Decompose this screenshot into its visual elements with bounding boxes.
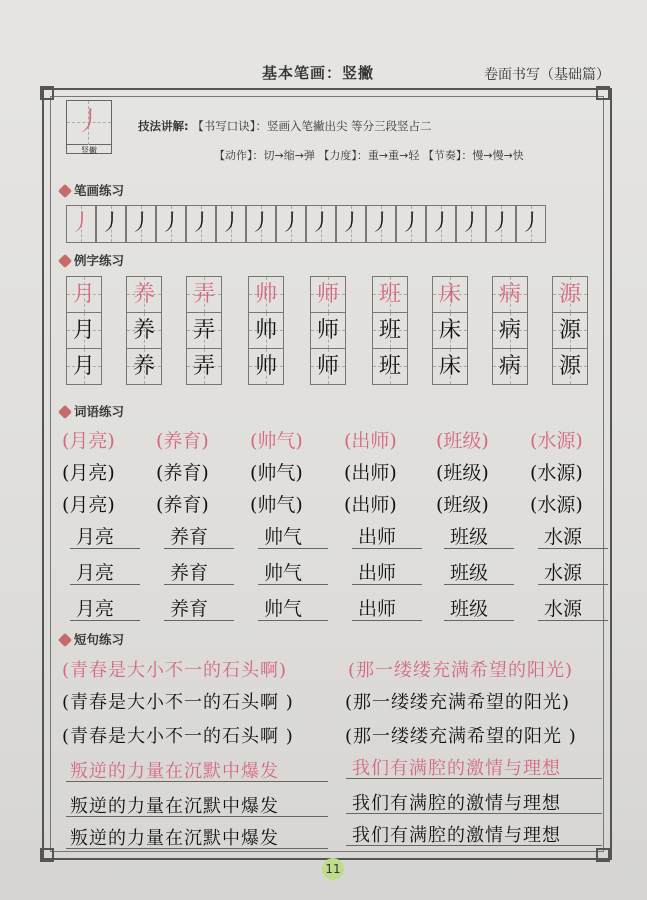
sentence-right-line-model: 我们有满腔的激情与理想 — [352, 758, 561, 779]
char-glyph: 帅 — [254, 318, 277, 343]
section-char-practice: 例字练习 — [60, 251, 124, 269]
stroke-glyph: 丿 — [189, 211, 212, 236]
word-copy: 出师 — [358, 526, 397, 548]
stroke-glyph: 丿 — [69, 211, 92, 236]
char-glyph: 源 — [558, 282, 581, 307]
word-paren: (养育) — [156, 462, 209, 484]
char-cell — [248, 348, 284, 385]
technique-line-1 — [138, 118, 432, 134]
char-cell — [186, 348, 222, 385]
word-copy: 帅气 — [264, 562, 303, 584]
stroke-practice-cell — [66, 205, 96, 243]
stroke-glyph: 丿 — [249, 211, 272, 236]
word-paren: (养育) — [156, 430, 209, 452]
stroke-practice-cell — [96, 205, 126, 243]
char-column — [372, 276, 408, 384]
char-cell — [432, 348, 468, 385]
word-paren: (月亮) — [62, 494, 115, 516]
technique-line-2: 【动作】：切→缩→弹 【力度】：重→重→轻 【节奏】：慢→慢→快 — [214, 149, 524, 162]
page-number-badge: 11 — [322, 858, 344, 880]
char-cell — [372, 276, 408, 313]
word-underline — [352, 548, 422, 549]
word-underline — [444, 620, 514, 621]
technique-text: 【书写口诀】：竖画入笔撇出尖 等分三段竖占二 — [192, 119, 432, 133]
word-copy: 水源 — [544, 526, 583, 548]
char-cell — [126, 312, 162, 349]
char-glyph: 月 — [72, 282, 95, 307]
sentence-left-line-copy: 叛逆的力量在沉默中爆发 — [70, 796, 279, 817]
stroke-glyph: 丿 — [489, 211, 512, 236]
stroke-practice-cell — [246, 205, 276, 243]
word-underline — [538, 620, 608, 621]
stroke-glyph: 丿 — [309, 211, 332, 236]
char-column — [310, 276, 346, 384]
char-glyph: 帅 — [254, 282, 277, 307]
word-paren: (月亮) — [62, 462, 115, 484]
corner-ornament — [40, 86, 54, 100]
sentence-left-line-model: 叛逆的力量在沉默中爆发 — [70, 761, 279, 782]
stroke-practice-cell — [186, 205, 216, 243]
char-cell — [492, 276, 528, 313]
stroke-practice-cell — [486, 205, 516, 243]
char-cell — [552, 348, 588, 385]
sentence-right-copy: (那一缕缕充满希望的阳光) — [345, 692, 571, 713]
stroke-glyph: 丿 — [219, 211, 242, 236]
word-copy: 出师 — [358, 598, 397, 620]
stroke-practice-cell — [306, 205, 336, 243]
char-glyph: 师 — [316, 318, 339, 343]
char-glyph: 弄 — [192, 318, 215, 343]
section-word-practice: 词语练习 — [60, 402, 124, 420]
char-cell — [552, 276, 588, 313]
word-copy: 水源 — [544, 562, 583, 584]
stroke-demo-box — [66, 100, 112, 154]
word-paren: (班级) — [436, 430, 489, 452]
word-copy: 月亮 — [76, 526, 115, 548]
char-cell — [248, 276, 284, 313]
word-underline — [258, 584, 328, 585]
char-cell — [126, 276, 162, 313]
char-glyph: 养 — [132, 354, 155, 379]
char-column — [552, 276, 588, 384]
word-copy: 养育 — [170, 526, 209, 548]
char-glyph: 养 — [132, 282, 155, 307]
word-underline — [164, 548, 234, 549]
pen-icon — [58, 254, 72, 268]
word-paren: (帅气) — [250, 494, 303, 516]
char-cell — [66, 312, 102, 349]
word-underline — [352, 584, 422, 585]
char-cell — [432, 276, 468, 313]
section-stroke-practice: 笔画练习 — [60, 181, 124, 199]
word-underline — [70, 620, 140, 621]
char-glyph: 帅 — [254, 354, 277, 379]
pen-icon — [58, 405, 72, 419]
word-underline — [538, 548, 608, 549]
pen-icon — [58, 633, 72, 647]
word-paren: (养育) — [156, 494, 209, 516]
char-cell — [310, 348, 346, 385]
char-cell — [186, 276, 222, 313]
stroke-practice-cell — [126, 205, 156, 243]
word-copy: 养育 — [170, 598, 209, 620]
char-glyph: 班 — [378, 354, 401, 379]
word-copy: 帅气 — [264, 526, 303, 548]
char-cell — [552, 312, 588, 349]
char-cell — [492, 348, 528, 385]
char-glyph: 班 — [378, 282, 401, 307]
char-column — [248, 276, 284, 384]
word-paren: (水源) — [530, 430, 583, 452]
word-copy: 班级 — [450, 562, 489, 584]
word-underline — [70, 584, 140, 585]
char-cell — [372, 348, 408, 385]
stroke-glyph: 丿 — [369, 211, 392, 236]
char-cell — [66, 276, 102, 313]
char-glyph: 病 — [498, 354, 521, 379]
word-paren: (出师) — [344, 462, 397, 484]
char-cell — [372, 312, 408, 349]
word-underline — [258, 620, 328, 621]
char-cell — [186, 312, 222, 349]
word-underline — [164, 620, 234, 621]
section-sentence-practice: 短句练习 — [60, 630, 124, 648]
word-copy: 月亮 — [76, 562, 115, 584]
sentence-right-line-copy: 我们有满腔的激情与理想 — [352, 793, 561, 814]
word-underline — [444, 584, 514, 585]
word-underline — [70, 548, 140, 549]
stroke-practice-cell — [336, 205, 366, 243]
char-glyph: 养 — [132, 318, 155, 343]
page-title: 基本笔画：竖撇 — [262, 64, 375, 82]
stroke-practice-cell — [156, 205, 186, 243]
char-glyph: 源 — [558, 354, 581, 379]
char-glyph: 月 — [72, 318, 95, 343]
word-paren: (水源) — [530, 462, 583, 484]
char-column — [432, 276, 468, 384]
char-cell — [432, 312, 468, 349]
sentence-right-line-copy: 我们有满腔的激情与理想 — [352, 825, 561, 846]
char-column — [186, 276, 222, 384]
stroke-glyph: 丿 — [159, 211, 182, 236]
stroke-glyph: 丿 — [399, 211, 422, 236]
char-glyph: 班 — [378, 318, 401, 343]
char-glyph: 床 — [438, 354, 461, 379]
word-copy: 班级 — [450, 598, 489, 620]
page-subtitle: 卷面书写（基础篇） — [484, 67, 610, 83]
char-cell — [310, 276, 346, 313]
word-underline — [352, 620, 422, 621]
word-paren: (帅气) — [250, 462, 303, 484]
word-paren: (班级) — [436, 494, 489, 516]
stroke-glyph: 丿 — [519, 211, 542, 236]
char-column — [66, 276, 102, 384]
word-copy: 月亮 — [76, 598, 115, 620]
corner-ornament — [596, 86, 610, 100]
char-glyph: 师 — [316, 354, 339, 379]
char-column — [126, 276, 162, 384]
char-cell — [310, 312, 346, 349]
word-underline — [444, 548, 514, 549]
stroke-glyph: 丿 — [339, 211, 362, 236]
sentence-right-model: (那一缕缕充满希望的阳光) — [348, 660, 574, 681]
sentence-left-model: (青春是大小不一的石头啊) — [62, 660, 288, 681]
stroke-glyph: 丿 — [459, 211, 482, 236]
technique-label: 技法讲解: — [138, 119, 189, 133]
word-underline — [164, 584, 234, 585]
char-glyph: 弄 — [192, 282, 215, 307]
stroke-practice-cell — [366, 205, 396, 243]
stroke-symbol: 丿 — [75, 107, 102, 137]
word-paren: (水源) — [530, 494, 583, 516]
char-glyph: 床 — [438, 282, 461, 307]
stroke-practice-cell — [426, 205, 456, 243]
char-glyph: 床 — [438, 318, 461, 343]
char-cell — [248, 312, 284, 349]
char-cell — [126, 348, 162, 385]
word-copy: 养育 — [170, 562, 209, 584]
word-paren: (出师) — [344, 430, 397, 452]
sentence-left-copy: (青春是大小不一的石头啊 ) — [62, 692, 294, 713]
word-underline — [538, 584, 608, 585]
corner-ornament — [40, 848, 54, 862]
stroke-practice-cell — [276, 205, 306, 243]
word-underline — [258, 548, 328, 549]
char-glyph: 师 — [316, 282, 339, 307]
stroke-name: 竖撇 — [81, 146, 97, 155]
sentence-left-line-copy: 叛逆的力量在沉默中爆发 — [70, 828, 279, 849]
word-paren: (出师) — [344, 494, 397, 516]
word-paren: (帅气) — [250, 430, 303, 452]
sentence-left-copy: (青春是大小不一的石头啊 ) — [62, 726, 294, 747]
char-cell — [492, 312, 528, 349]
word-copy: 班级 — [450, 526, 489, 548]
char-glyph: 月 — [72, 354, 95, 379]
word-paren: (月亮) — [62, 430, 115, 452]
sentence-right-copy: (那一缕缕充满希望的阳光 ) — [345, 726, 577, 747]
word-copy: 帅气 — [264, 598, 303, 620]
stroke-glyph: 丿 — [129, 211, 152, 236]
char-glyph: 病 — [498, 318, 521, 343]
char-glyph: 弄 — [192, 354, 215, 379]
word-paren: (班级) — [436, 462, 489, 484]
word-copy: 出师 — [358, 562, 397, 584]
pen-icon — [58, 184, 72, 198]
stroke-practice-cell — [516, 205, 546, 243]
stroke-glyph: 丿 — [279, 211, 302, 236]
corner-ornament — [596, 848, 610, 862]
stroke-practice-cell — [396, 205, 426, 243]
stroke-practice-cell — [216, 205, 246, 243]
char-glyph: 病 — [498, 282, 521, 307]
char-column — [492, 276, 528, 384]
char-glyph: 源 — [558, 318, 581, 343]
stroke-glyph: 丿 — [429, 211, 452, 236]
word-copy: 水源 — [544, 598, 583, 620]
stroke-practice-cell — [456, 205, 486, 243]
stroke-glyph: 丿 — [99, 211, 122, 236]
char-cell — [66, 348, 102, 385]
